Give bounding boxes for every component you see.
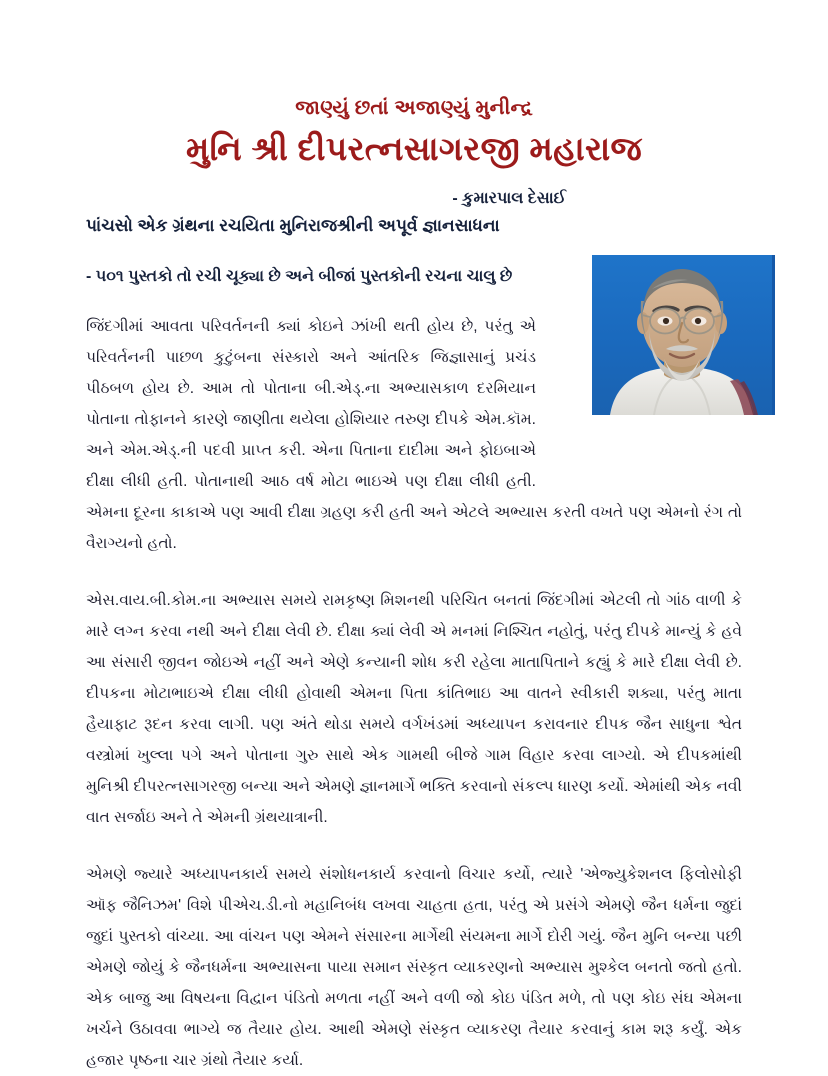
body-paragraph-2: એસ.વાય.બી.કોમ.ના અભ્યાસ સમયે રામકૃષ્ણ મિશનથી પરિચિત બનતાં જિંદગીમાં એટલી તો ગાંઠ વાળી કે મારે લગ્ન કરવા નથી અને દીક્ષા લેવી છે. દીક્ષા ક્યાં લેવી એ મનમાં નિશ્ચિત નહોતું, પરંતુ દીપકે માન્યું કે હવે આ સંસારી જીવન જોઇએ નહીં અને એણે કન્યાની શોધ કરી રહેલા માતાપિતાને કહ્યું કે મારે દીક્ષા લેવી છે. દીપકના મોટાભાઇએ દીક્ષા લીધી હોવાથી એમના પિતા કાંતિભાઇ આ વાતને સ્વીકારી શક્યા, પરંતુ માતા હૈયાફાટ રૂદન કરવા લાગી. પણ અંતે થોડા સમયે વર્ગખંડમાં અધ્યાપન કરાવનાર દીપક જૈન સાધુના શ્વેત વસ્ત્રોમાં ખુલ્લા પગે અને પોતાના ગુરુ સાથે એક ગામથી બીજે ગામ વિહાર કરવા લાગ્યો. એ દીપકમાંથી મુનિશ્રી દીપરત્નસાગરજી બન્યા અને એમણે જ્ઞાનમાર્ગે ભક્તિ કરવાનો સંકલ્પ ધારણ કર્યો. એમાંથી એક નવી વાત સર્જાઇ અને તે એમની ગ્રંથયાત્રાની. bbox=[86, 591, 742, 826]
document-header bbox=[0, 0, 828, 168]
author-byline: - કુમારપાલ દેસાઈ bbox=[452, 189, 566, 207]
byline-row bbox=[0, 190, 828, 208]
subheadline: પાંચસો એક ગ્રંથના રચયિતા મુનિરાજશ્રીની અપૂર્વ જ્ઞાનસાધના bbox=[86, 215, 500, 235]
article-body bbox=[0, 311, 828, 1076]
page-title: મુનિ શ્રી દીપરત્નસાગરજી મહારાજ bbox=[186, 130, 642, 167]
header-kicker: જાણ્યું છતાં અજાણ્યું મુનીન્દ્ર bbox=[295, 97, 533, 119]
body-paragraph-3: એમણે જ્યારે અધ્યાપનકાર્ય સમયે સંશોધનકાર્ય કરવાનો વિચાર કર્યો, ત્યારે 'એજ્યુકેશનલ ફિલોસોફી ઑફ જૈનિઝમ' વિશે પીએચ.ડી.નો મહાનિબંધ લખવા ચાહતા હતા, પરંતુ એ પ્રસંગે એમણે જૈન ધર્મના જુદાં જુદાં પુસ્તકો વાંચ્યા. આ વાંચન પણ એમને સંસારના માર્ગેથી સંયમના માર્ગે દોરી ગયું. જૈન મુનિ બન્યા પછી એમણે જોયું કે જૈનધર્મના અભ્યાસના પાયા સમાન સંસ્કૃત વ્યાકરણનો અભ્યાસ મુશ્કેલ બનતો જતો હતો. એક બાજુ આ વિષયના વિદ્વાન પંડિતો મળતા નહીં અને વળી જો કોઇ પંડિત મળે, તો પણ કોઇ સંઘ એમના ખર્ચને ઉઠાવવા ભાગ્યે જ તૈયાર હોય. આથી એમણે સંસ્કૃત વ્યાકરણ તૈયાર કરવાનું કામ શરૂ કર્યું. એક હજાર પૃષ્ઠના ચાર ગ્રંથો તૈયાર કર્યા. bbox=[86, 865, 742, 1069]
lead-note: - ૫૦૧ પુસ્તકો તો રચી ચૂક્યા છે અને બીજાં પુસ્તકોની રચના ચાલુ છે bbox=[86, 267, 513, 285]
lead-zone bbox=[0, 214, 828, 289]
body-paragraph-1: જિંદગીમાં આવતા પરિવર્તનની ક્યાં કોઇને ઝાંખી થતી હોય છે, પરંતુ એ પરિવર્તનની પાછળ કુટુંબના સંસ્કારો અને આંતરિક જિજ્ઞાસાનું પ્રચંડ પીઠબળ હોય છે. આમ તો પોતાના બી.એડ્.ના અભ્યાસકાળ દરમિયાન પોતાના તોફાનને કારણે જાણીતા થયેલા હોશિયાર તરુણ દીપકે એમ.કૉમ. અને એમ.એડ્.ની પદવી પ્રાપ્ત કરી. એના પિતાના દાદીમા અને ફોઇબાએ દીક્ષા લીધી હતી. પોતાનાથી આઠ વર્ષ મોટા ભાઇએ પણ દીક્ષા લીધી હતી. એમના દૂરના કાકાએ પણ આવી દીક્ષા ગ્રહણ કરી હતી અને એટલે અભ્યાસ કરતી વખતે પણ એમનો રંગ તો વૈરાગ્યનો હતો. bbox=[86, 311, 742, 559]
